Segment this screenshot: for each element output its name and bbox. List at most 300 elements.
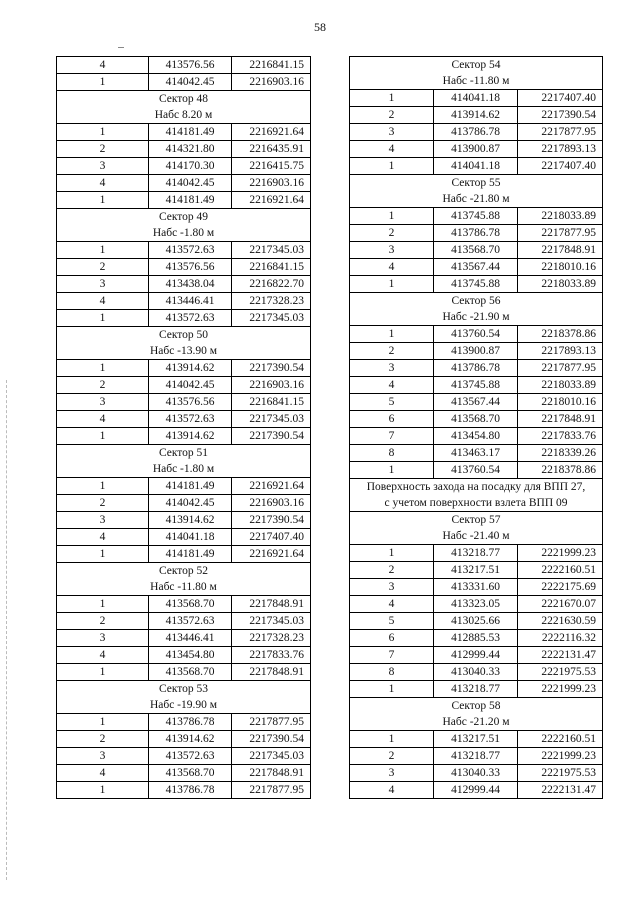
sector-title: Сектор 53 — [57, 681, 311, 698]
point-number-cell: 6 — [350, 630, 434, 647]
sector-header-row — [57, 461, 311, 478]
sector-title: Сектор 55 — [350, 175, 603, 192]
point-number-cell: 2 — [350, 562, 434, 579]
y-coordinate-cell: 2218033.89 — [518, 377, 603, 394]
sector-title: Сектор 56 — [350, 293, 603, 310]
sector-height: Набс -21.90 м — [350, 309, 603, 326]
sector-title: Сектор 58 — [350, 698, 603, 715]
table-row — [350, 343, 603, 360]
sector-header-row — [350, 175, 603, 192]
x-coordinate-cell: 412999.44 — [434, 647, 518, 664]
sector-title: Сектор 49 — [57, 209, 311, 226]
x-coordinate-cell: 413567.44 — [434, 259, 518, 276]
sector-title: Сектор 54 — [350, 57, 603, 74]
point-number-cell: 4 — [57, 57, 149, 74]
sector-header-row — [57, 563, 311, 580]
table-row — [350, 562, 603, 579]
point-number-cell: 2 — [57, 141, 149, 158]
x-coordinate-cell: 413576.56 — [149, 394, 232, 411]
x-coordinate-cell: 413572.63 — [149, 748, 232, 765]
table-row — [57, 276, 311, 293]
y-coordinate-cell: 2217833.76 — [518, 428, 603, 445]
x-coordinate-cell: 413572.63 — [149, 411, 232, 428]
point-number-cell: 5 — [350, 613, 434, 630]
x-coordinate-cell: 413323.05 — [434, 596, 518, 613]
point-number-cell: 4 — [57, 175, 149, 192]
y-coordinate-cell: 2217345.03 — [232, 242, 311, 259]
point-number-cell: 4 — [57, 411, 149, 428]
table-row — [350, 124, 603, 141]
x-coordinate-cell: 413568.70 — [434, 411, 518, 428]
table-row — [350, 731, 603, 748]
y-coordinate-cell: 2217345.03 — [232, 613, 311, 630]
table-row — [350, 326, 603, 343]
x-coordinate-cell: 413745.88 — [434, 377, 518, 394]
table-row — [57, 74, 311, 91]
x-coordinate-cell: 413568.70 — [434, 242, 518, 259]
sector-height: Набс -19.90 м — [57, 697, 311, 714]
x-coordinate-cell: 413745.88 — [434, 276, 518, 293]
y-coordinate-cell: 2217390.54 — [232, 428, 311, 445]
table-row — [350, 630, 603, 647]
table-row — [57, 782, 311, 799]
point-number-cell: 2 — [350, 107, 434, 124]
point-number-cell: 1 — [57, 714, 149, 731]
y-coordinate-cell: 2217390.54 — [232, 731, 311, 748]
x-coordinate-cell: 413446.41 — [149, 630, 232, 647]
y-coordinate-cell: 2222175.69 — [518, 579, 603, 596]
point-number-cell: 3 — [350, 360, 434, 377]
y-coordinate-cell: 2216822.70 — [232, 276, 311, 293]
x-coordinate-cell: 413567.44 — [434, 394, 518, 411]
point-number-cell: 4 — [350, 596, 434, 613]
table-row — [350, 225, 603, 242]
y-coordinate-cell: 2217390.54 — [232, 512, 311, 529]
x-coordinate-cell: 413760.54 — [434, 326, 518, 343]
point-number-cell: 1 — [57, 782, 149, 799]
table-row — [57, 664, 311, 681]
y-coordinate-cell: 2217893.13 — [518, 343, 603, 360]
x-coordinate-cell: 413217.51 — [434, 731, 518, 748]
sector-header-row — [57, 225, 311, 242]
table-row — [57, 478, 311, 495]
y-coordinate-cell: 2217345.03 — [232, 411, 311, 428]
y-coordinate-cell: 2216415.75 — [232, 158, 311, 175]
table-row — [350, 765, 603, 782]
point-number-cell: 1 — [350, 462, 434, 479]
y-coordinate-cell: 2222131.47 — [518, 647, 603, 664]
point-number-cell: 3 — [57, 748, 149, 765]
y-coordinate-cell: 2217848.91 — [518, 242, 603, 259]
x-coordinate-cell: 413745.88 — [434, 208, 518, 225]
table-row — [350, 377, 603, 394]
sector-height: Набс -21.20 м — [350, 714, 603, 731]
point-number-cell: 2 — [57, 731, 149, 748]
x-coordinate-cell: 413572.63 — [149, 310, 232, 327]
y-coordinate-cell: 2218010.16 — [518, 394, 603, 411]
x-coordinate-cell: 413572.63 — [149, 613, 232, 630]
y-coordinate-cell: 2218033.89 — [518, 208, 603, 225]
point-number-cell: 4 — [350, 141, 434, 158]
x-coordinate-cell: 413760.54 — [434, 462, 518, 479]
x-coordinate-cell: 414181.49 — [149, 478, 232, 495]
point-number-cell: 1 — [57, 546, 149, 563]
x-coordinate-cell: 413454.80 — [434, 428, 518, 445]
y-coordinate-cell: 2217877.95 — [518, 124, 603, 141]
y-coordinate-cell: 2217345.03 — [232, 748, 311, 765]
y-coordinate-cell: 2217407.40 — [518, 158, 603, 175]
point-number-cell: 4 — [350, 782, 434, 799]
sector-height: Набс -13.90 м — [57, 343, 311, 360]
x-coordinate-cell: 413914.62 — [149, 512, 232, 529]
point-number-cell: 1 — [350, 545, 434, 562]
table-row — [350, 394, 603, 411]
y-coordinate-cell: 2217407.40 — [232, 529, 311, 546]
table-row — [350, 428, 603, 445]
table-row — [350, 107, 603, 124]
sector-height: Набс -1.80 м — [57, 461, 311, 478]
point-number-cell: 1 — [57, 74, 149, 91]
x-coordinate-cell: 413438.04 — [149, 276, 232, 293]
y-coordinate-cell: 2222131.47 — [518, 782, 603, 799]
y-coordinate-cell: 2221999.23 — [518, 748, 603, 765]
x-coordinate-cell: 413900.87 — [434, 141, 518, 158]
sector-header-row — [57, 343, 311, 360]
table-row — [350, 748, 603, 765]
y-coordinate-cell: 2222160.51 — [518, 731, 603, 748]
x-coordinate-cell: 413040.33 — [434, 765, 518, 782]
x-coordinate-cell: 413454.80 — [149, 647, 232, 664]
point-number-cell: 2 — [57, 259, 149, 276]
table-row — [57, 428, 311, 445]
y-coordinate-cell: 2217848.91 — [232, 765, 311, 782]
y-coordinate-cell: 2216841.15 — [232, 394, 311, 411]
x-coordinate-cell: 414042.45 — [149, 377, 232, 394]
sector-title: Сектор 50 — [57, 327, 311, 344]
y-coordinate-cell: 2216921.64 — [232, 124, 311, 141]
point-number-cell: 4 — [57, 293, 149, 310]
point-number-cell: 4 — [57, 529, 149, 546]
y-coordinate-cell: 2218010.16 — [518, 259, 603, 276]
point-number-cell: 3 — [350, 765, 434, 782]
page-number: 58 — [314, 20, 326, 34]
point-number-cell: 3 — [57, 630, 149, 647]
table-row — [57, 394, 311, 411]
point-number-cell: 1 — [57, 428, 149, 445]
y-coordinate-cell: 2216841.15 — [232, 259, 311, 276]
point-number-cell: 1 — [57, 478, 149, 495]
point-number-cell: 3 — [57, 512, 149, 529]
sector-header-row — [57, 107, 311, 124]
table-row — [350, 664, 603, 681]
table-row — [350, 90, 603, 107]
x-coordinate-cell: 413217.51 — [434, 562, 518, 579]
sector-title: Сектор 52 — [57, 563, 311, 580]
table-row — [57, 512, 311, 529]
point-number-cell: 1 — [350, 681, 434, 698]
table-row — [57, 293, 311, 310]
sector-title: Сектор 51 — [57, 445, 311, 462]
point-number-cell: 8 — [350, 445, 434, 462]
sector-header-row — [57, 91, 311, 108]
x-coordinate-cell: 414170.30 — [149, 158, 232, 175]
x-coordinate-cell: 413786.78 — [149, 714, 232, 731]
y-coordinate-cell: 2216903.16 — [232, 495, 311, 512]
point-number-cell: 1 — [57, 242, 149, 259]
sector-height: Набс 8.20 м — [57, 107, 311, 124]
sector-title: Сектор 57 — [350, 512, 603, 529]
table-row — [57, 596, 311, 613]
point-number-cell: 1 — [350, 276, 434, 293]
table-row — [350, 579, 603, 596]
x-coordinate-cell: 413576.56 — [149, 259, 232, 276]
y-coordinate-cell: 2217390.54 — [518, 107, 603, 124]
y-coordinate-cell: 2217848.91 — [232, 664, 311, 681]
x-coordinate-cell: 412885.53 — [434, 630, 518, 647]
sector-height: Набс -11.80 м — [350, 73, 603, 90]
table-row — [57, 630, 311, 647]
y-coordinate-cell: 2216903.16 — [232, 74, 311, 91]
sector-header-row — [350, 293, 603, 310]
sector-height: Набс -21.40 м — [350, 528, 603, 545]
table-row — [57, 124, 311, 141]
sector-header-row — [350, 309, 603, 326]
point-number-cell: 1 — [350, 158, 434, 175]
point-number-cell: 3 — [57, 158, 149, 175]
sector-height: Набс -21.80 м — [350, 191, 603, 208]
table-row — [350, 681, 603, 698]
x-coordinate-cell: 414181.49 — [149, 546, 232, 563]
x-coordinate-cell: 413900.87 — [434, 343, 518, 360]
table-row — [350, 596, 603, 613]
sector-header-row — [350, 714, 603, 731]
point-number-cell: 1 — [350, 208, 434, 225]
point-number-cell: 3 — [350, 579, 434, 596]
y-coordinate-cell: 2217390.54 — [232, 360, 311, 377]
y-coordinate-cell: 2217877.95 — [232, 782, 311, 799]
point-number-cell: 4 — [57, 647, 149, 664]
point-number-cell: 2 — [350, 225, 434, 242]
point-number-cell: 6 — [350, 411, 434, 428]
table-row — [350, 158, 603, 175]
y-coordinate-cell: 2221975.53 — [518, 765, 603, 782]
y-coordinate-cell: 2217848.91 — [518, 411, 603, 428]
table-row — [57, 731, 311, 748]
table-row — [350, 411, 603, 428]
y-coordinate-cell: 2217407.40 — [518, 90, 603, 107]
table-row — [350, 545, 603, 562]
sector-header-row — [350, 73, 603, 90]
x-coordinate-cell: 413572.63 — [149, 242, 232, 259]
sector-header-row — [57, 697, 311, 714]
point-number-cell: 1 — [57, 664, 149, 681]
x-coordinate-cell: 413040.33 — [434, 664, 518, 681]
y-coordinate-cell: 2216841.15 — [232, 57, 311, 74]
sector-header-row — [350, 528, 603, 545]
point-number-cell: 1 — [350, 326, 434, 343]
sector-header-row — [57, 579, 311, 596]
point-number-cell: 3 — [350, 124, 434, 141]
y-coordinate-cell: 2218033.89 — [518, 276, 603, 293]
table-row — [350, 613, 603, 630]
y-coordinate-cell: 2218378.86 — [518, 462, 603, 479]
sector-header-row — [350, 698, 603, 715]
y-coordinate-cell: 2217893.13 — [518, 141, 603, 158]
point-number-cell: 4 — [350, 259, 434, 276]
x-coordinate-cell: 414321.80 — [149, 141, 232, 158]
x-coordinate-cell: 413914.62 — [149, 428, 232, 445]
table-row — [350, 276, 603, 293]
left-coordinates-table — [56, 56, 311, 799]
right-coordinates-table — [349, 56, 603, 799]
section-title-line: Поверхность захода на посадку для ВПП 27, — [350, 479, 603, 496]
sector-header-row — [350, 512, 603, 529]
point-number-cell: 1 — [350, 731, 434, 748]
table-row — [57, 529, 311, 546]
table-row — [57, 495, 311, 512]
x-coordinate-cell: 414041.18 — [434, 90, 518, 107]
y-coordinate-cell: 2217877.95 — [232, 714, 311, 731]
y-coordinate-cell: 2221975.53 — [518, 664, 603, 681]
y-coordinate-cell: 2217877.95 — [518, 360, 603, 377]
table-row — [57, 175, 311, 192]
x-coordinate-cell: 413463.17 — [434, 445, 518, 462]
table-row — [57, 242, 311, 259]
x-coordinate-cell: 413914.62 — [149, 360, 232, 377]
x-coordinate-cell: 413025.66 — [434, 613, 518, 630]
y-coordinate-cell: 2216435.91 — [232, 141, 311, 158]
x-coordinate-cell: 413568.70 — [149, 596, 232, 613]
point-number-cell: 2 — [57, 377, 149, 394]
sector-header-row — [57, 327, 311, 344]
table-row — [350, 208, 603, 225]
y-coordinate-cell: 2216921.64 — [232, 478, 311, 495]
point-number-cell: 3 — [57, 394, 149, 411]
point-number-cell: 1 — [57, 192, 149, 209]
table-row — [57, 765, 311, 782]
x-coordinate-cell: 413786.78 — [434, 225, 518, 242]
y-coordinate-cell: 2217345.03 — [232, 310, 311, 327]
x-coordinate-cell: 414042.45 — [149, 175, 232, 192]
x-coordinate-cell: 414041.18 — [149, 529, 232, 546]
table-row — [57, 748, 311, 765]
sector-header-row — [57, 209, 311, 226]
y-coordinate-cell: 2218339.26 — [518, 445, 603, 462]
point-number-cell: 3 — [57, 276, 149, 293]
point-number-cell: 8 — [350, 664, 434, 681]
x-coordinate-cell: 413568.70 — [149, 664, 232, 681]
x-coordinate-cell: 413218.77 — [434, 545, 518, 562]
point-number-cell: 1 — [350, 90, 434, 107]
section-header-row — [350, 495, 603, 512]
y-coordinate-cell: 2222116.32 — [518, 630, 603, 647]
y-coordinate-cell: 2221630.59 — [518, 613, 603, 630]
x-coordinate-cell: 414041.18 — [434, 158, 518, 175]
sector-header-row — [350, 191, 603, 208]
y-coordinate-cell: 2222160.51 — [518, 562, 603, 579]
y-coordinate-cell: 2216921.64 — [232, 546, 311, 563]
point-number-cell: 7 — [350, 647, 434, 664]
x-coordinate-cell: 413786.78 — [149, 782, 232, 799]
x-coordinate-cell: 413576.56 — [149, 57, 232, 74]
x-coordinate-cell: 414042.45 — [149, 74, 232, 91]
table-row — [350, 141, 603, 158]
table-row — [350, 445, 603, 462]
y-coordinate-cell: 2217328.23 — [232, 630, 311, 647]
point-number-cell: 2 — [350, 748, 434, 765]
x-coordinate-cell: 413446.41 — [149, 293, 232, 310]
table-row — [350, 462, 603, 479]
sector-header-row — [350, 57, 603, 74]
point-number-cell: 5 — [350, 394, 434, 411]
point-number-cell: 1 — [57, 310, 149, 327]
x-coordinate-cell: 413331.60 — [434, 579, 518, 596]
table-row — [57, 192, 311, 209]
section-title-line: с учетом поверхности взлета ВПП 09 — [350, 495, 603, 512]
point-number-cell: 4 — [57, 765, 149, 782]
table-row — [350, 360, 603, 377]
sector-header-row — [57, 445, 311, 462]
point-number-cell: 3 — [350, 242, 434, 259]
x-coordinate-cell: 413786.78 — [434, 360, 518, 377]
table-row — [57, 647, 311, 664]
x-coordinate-cell: 413218.77 — [434, 681, 518, 698]
sector-header-row — [57, 681, 311, 698]
y-coordinate-cell: 2221670.07 — [518, 596, 603, 613]
sector-title: Сектор 48 — [57, 91, 311, 108]
table-row — [350, 782, 603, 799]
x-coordinate-cell: 413914.62 — [434, 107, 518, 124]
x-coordinate-cell: 412999.44 — [434, 782, 518, 799]
table-row — [57, 57, 311, 74]
y-coordinate-cell: 2221999.23 — [518, 545, 603, 562]
point-number-cell: 1 — [57, 596, 149, 613]
table-row — [57, 310, 311, 327]
table-row — [57, 613, 311, 630]
y-coordinate-cell: 2217848.91 — [232, 596, 311, 613]
y-coordinate-cell: 2216903.16 — [232, 175, 311, 192]
x-coordinate-cell: 413218.77 — [434, 748, 518, 765]
y-coordinate-cell: 2217833.76 — [232, 647, 311, 664]
x-coordinate-cell: 414181.49 — [149, 124, 232, 141]
x-coordinate-cell: 414181.49 — [149, 192, 232, 209]
y-coordinate-cell: 2216903.16 — [232, 377, 311, 394]
point-number-cell: 4 — [350, 377, 434, 394]
table-row — [57, 360, 311, 377]
table-row — [57, 259, 311, 276]
point-number-cell: 1 — [57, 360, 149, 377]
table-row — [57, 141, 311, 158]
point-number-cell: 2 — [350, 343, 434, 360]
table-row — [350, 647, 603, 664]
point-number-cell: 1 — [57, 124, 149, 141]
point-number-cell: 2 — [57, 613, 149, 630]
point-number-cell: 2 — [57, 495, 149, 512]
y-coordinate-cell: 2218378.86 — [518, 326, 603, 343]
sector-height: Набс -11.80 м — [57, 579, 311, 596]
sector-height: Набс -1.80 м — [57, 225, 311, 242]
table-row — [57, 714, 311, 731]
table-row — [57, 377, 311, 394]
binding-margin-line — [6, 380, 7, 880]
y-coordinate-cell: 2217328.23 — [232, 293, 311, 310]
x-coordinate-cell: 414042.45 — [149, 495, 232, 512]
table-row — [350, 242, 603, 259]
x-coordinate-cell: 413568.70 — [149, 765, 232, 782]
table-row — [350, 259, 603, 276]
table-row — [57, 546, 311, 563]
table-row — [57, 158, 311, 175]
